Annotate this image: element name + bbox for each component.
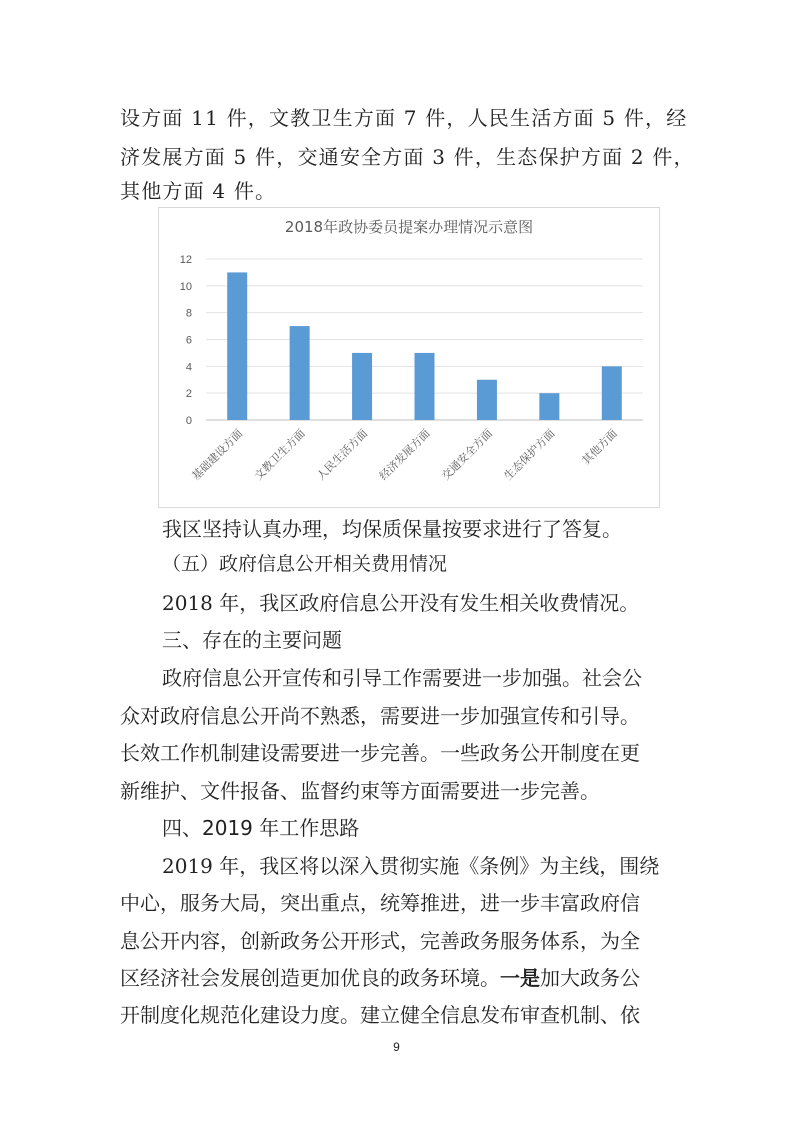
paragraph-line: 新维护、文件报备、监督约束等方面需要进一步完善。 — [120, 779, 600, 803]
bar — [415, 353, 435, 420]
text-line: 济发展方面 5 件，交通安全方面 3 件，生态保护方面 2 件， — [120, 145, 695, 169]
paragraph-line: 众对政府信息公开尚不熟悉，需要进一步加强宣传和引导。 — [120, 704, 640, 728]
paragraph-line: 2019 年，我区将以深入贯彻实施《条例》为主线，围绕 — [162, 854, 660, 878]
text-run: 区经济社会发展创造更加优良的政务环境。 — [120, 966, 500, 990]
section-heading: （五）政府信息公开相关费用情况 — [162, 553, 448, 575]
paragraph: 我区坚持认真办理，均保质保量按要求进行了答复。 — [162, 517, 622, 541]
y-tick-label: 4 — [185, 361, 192, 374]
x-tick-label: 生态保护方面 — [501, 426, 558, 483]
paragraph-line: 息公开内容，创新政务公开形式，完善政务服务体系，为全 — [120, 929, 640, 953]
y-tick-label: 6 — [185, 334, 192, 347]
chart-title: 2018年政协委员提案办理情况示意图 — [284, 218, 534, 236]
x-tick-label: 文教卫生方面 — [251, 426, 308, 483]
y-tick-label: 12 — [179, 254, 192, 266]
paragraph-line: 政府信息公开宣传和引导工作需要进一步加强。社会公 — [162, 666, 642, 690]
bar — [539, 393, 559, 420]
text-line: 设方面 11 件，文教卫生方面 7 件，人民生活方面 5 件，经 — [120, 106, 688, 130]
x-tick-label: 交通安全方面 — [439, 426, 496, 483]
bar — [602, 366, 622, 420]
section-heading: 四、2019 年工作思路 — [162, 816, 360, 840]
bar — [352, 353, 372, 420]
emphasis-text: 一是 — [500, 966, 540, 990]
paragraph: 2018 年，我区政府信息公开没有发生相关收费情况。 — [162, 591, 640, 615]
x-tick-label: 基础建设方面 — [189, 426, 246, 483]
page-number: 9 — [393, 1040, 400, 1054]
text-line: 其他方面 4 件。 — [120, 179, 277, 203]
chart-svg — [158, 207, 660, 508]
bar — [227, 272, 247, 420]
y-tick-label: 8 — [185, 307, 192, 320]
y-tick-label: 0 — [185, 415, 192, 427]
paragraph-line — [120, 966, 700, 990]
x-tick-label: 经济发展方面 — [376, 426, 433, 483]
x-tick-label: 其他方面 — [579, 426, 620, 468]
bar — [477, 380, 497, 420]
text-run: 加大政务公 — [540, 966, 640, 990]
bar-chart — [158, 207, 660, 508]
section-heading: 三、存在的主要问题 — [162, 628, 342, 652]
y-tick-label: 10 — [179, 280, 192, 293]
y-tick-label: 2 — [185, 388, 192, 401]
paragraph-line: 开制度化规范化建设力度。建立健全信息发布审查机制、依 — [120, 1003, 640, 1027]
bar — [290, 326, 310, 420]
paragraph-line: 长效工作机制建设需要进一步完善。一些政务公开制度在更 — [120, 741, 640, 765]
paragraph-line: 中心，服务大局，突出重点，统筹推进，进一步丰富政府信 — [120, 891, 640, 915]
x-tick-label: 人民生活方面 — [314, 426, 371, 483]
